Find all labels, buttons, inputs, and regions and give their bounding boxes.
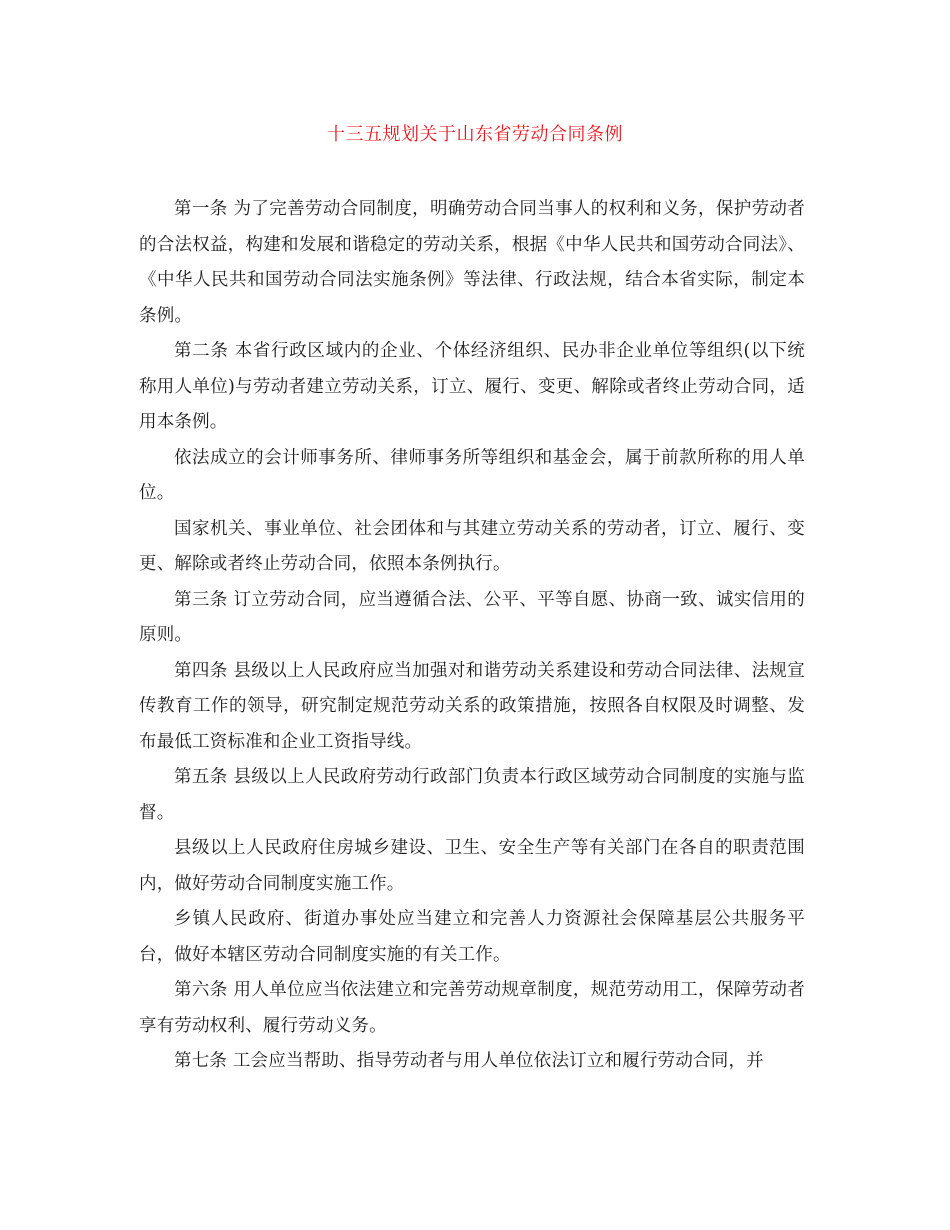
paragraph-article-3: 第三条 订立劳动合同，应当遵循合法、公平、平等自愿、协商一致、诚实信用的原则。 [139,589,805,645]
paragraph-article-1: 第一条 为了完善劳动合同制度，明确劳动合同当事人的权利和义务，保护劳动者的合法权益，构建和发展和谐稳定的劳动关系，根据《中华人民共和国劳动合同法》、《中华人民共和国劳动合同法实施条例》等法律、行政法规，结合本省实际，制定本条例。 [139,199,805,326]
document-title: 十三五规划关于山东省劳动合同条例 [327,124,623,145]
paragraph-article-7: 第七条 工会应当帮助、指导劳动者与用人单位依法订立和履行劳动合同，并 [174,1051,764,1071]
paragraph-article-5-clause-3: 乡镇人民政府、街道办事处应当建立和完善人力资源社会保障基层公共服务平台，做好本辖区劳动合同制度实施的有关工作。 [139,909,805,965]
paragraph-article-5-clause-2: 县级以上人民政府住房城乡建设、卫生、安全生产等有关部门在各自的职责范围内，做好劳动合同制度实施工作。 [139,838,805,894]
paragraph-article-2-clause-2: 依法成立的会计师事务所、律师事务所等组织和基金会，属于前款所称的用人单位。 [139,447,805,503]
document-body [139,192,805,1080]
paragraph-article-5: 第五条 县级以上人民政府劳动行政部门负责本行政区域劳动合同制度的实施与监督。 [139,767,805,823]
paragraph-article-2: 第二条 本省行政区域内的企业、个体经济组织、民办非企业单位等组织(以下统称用人单位)与劳动者建立劳动关系，订立、履行、变更、解除或者终止劳动合同，适用本条例。 [139,341,805,432]
paragraph-article-4: 第四条 县级以上人民政府应当加强对和谐劳动关系建设和劳动合同法律、法规宣传教育工作的领导，研究制定规范劳动关系的政策措施，按照各自权限及时调整、发布最低工资标准和企业工资指导线。 [139,660,805,752]
paragraph-article-6: 第六条 用人单位应当依法建立和完善劳动规章制度，规范劳动用工，保障劳动者享有劳动权利、履行劳动义务。 [139,980,805,1036]
paragraph-article-2-clause-3: 国家机关、事业单位、社会团体和与其建立劳动关系的劳动者，订立、履行、变更、解除或者终止劳动合同，依照本条例执行。 [139,518,805,574]
